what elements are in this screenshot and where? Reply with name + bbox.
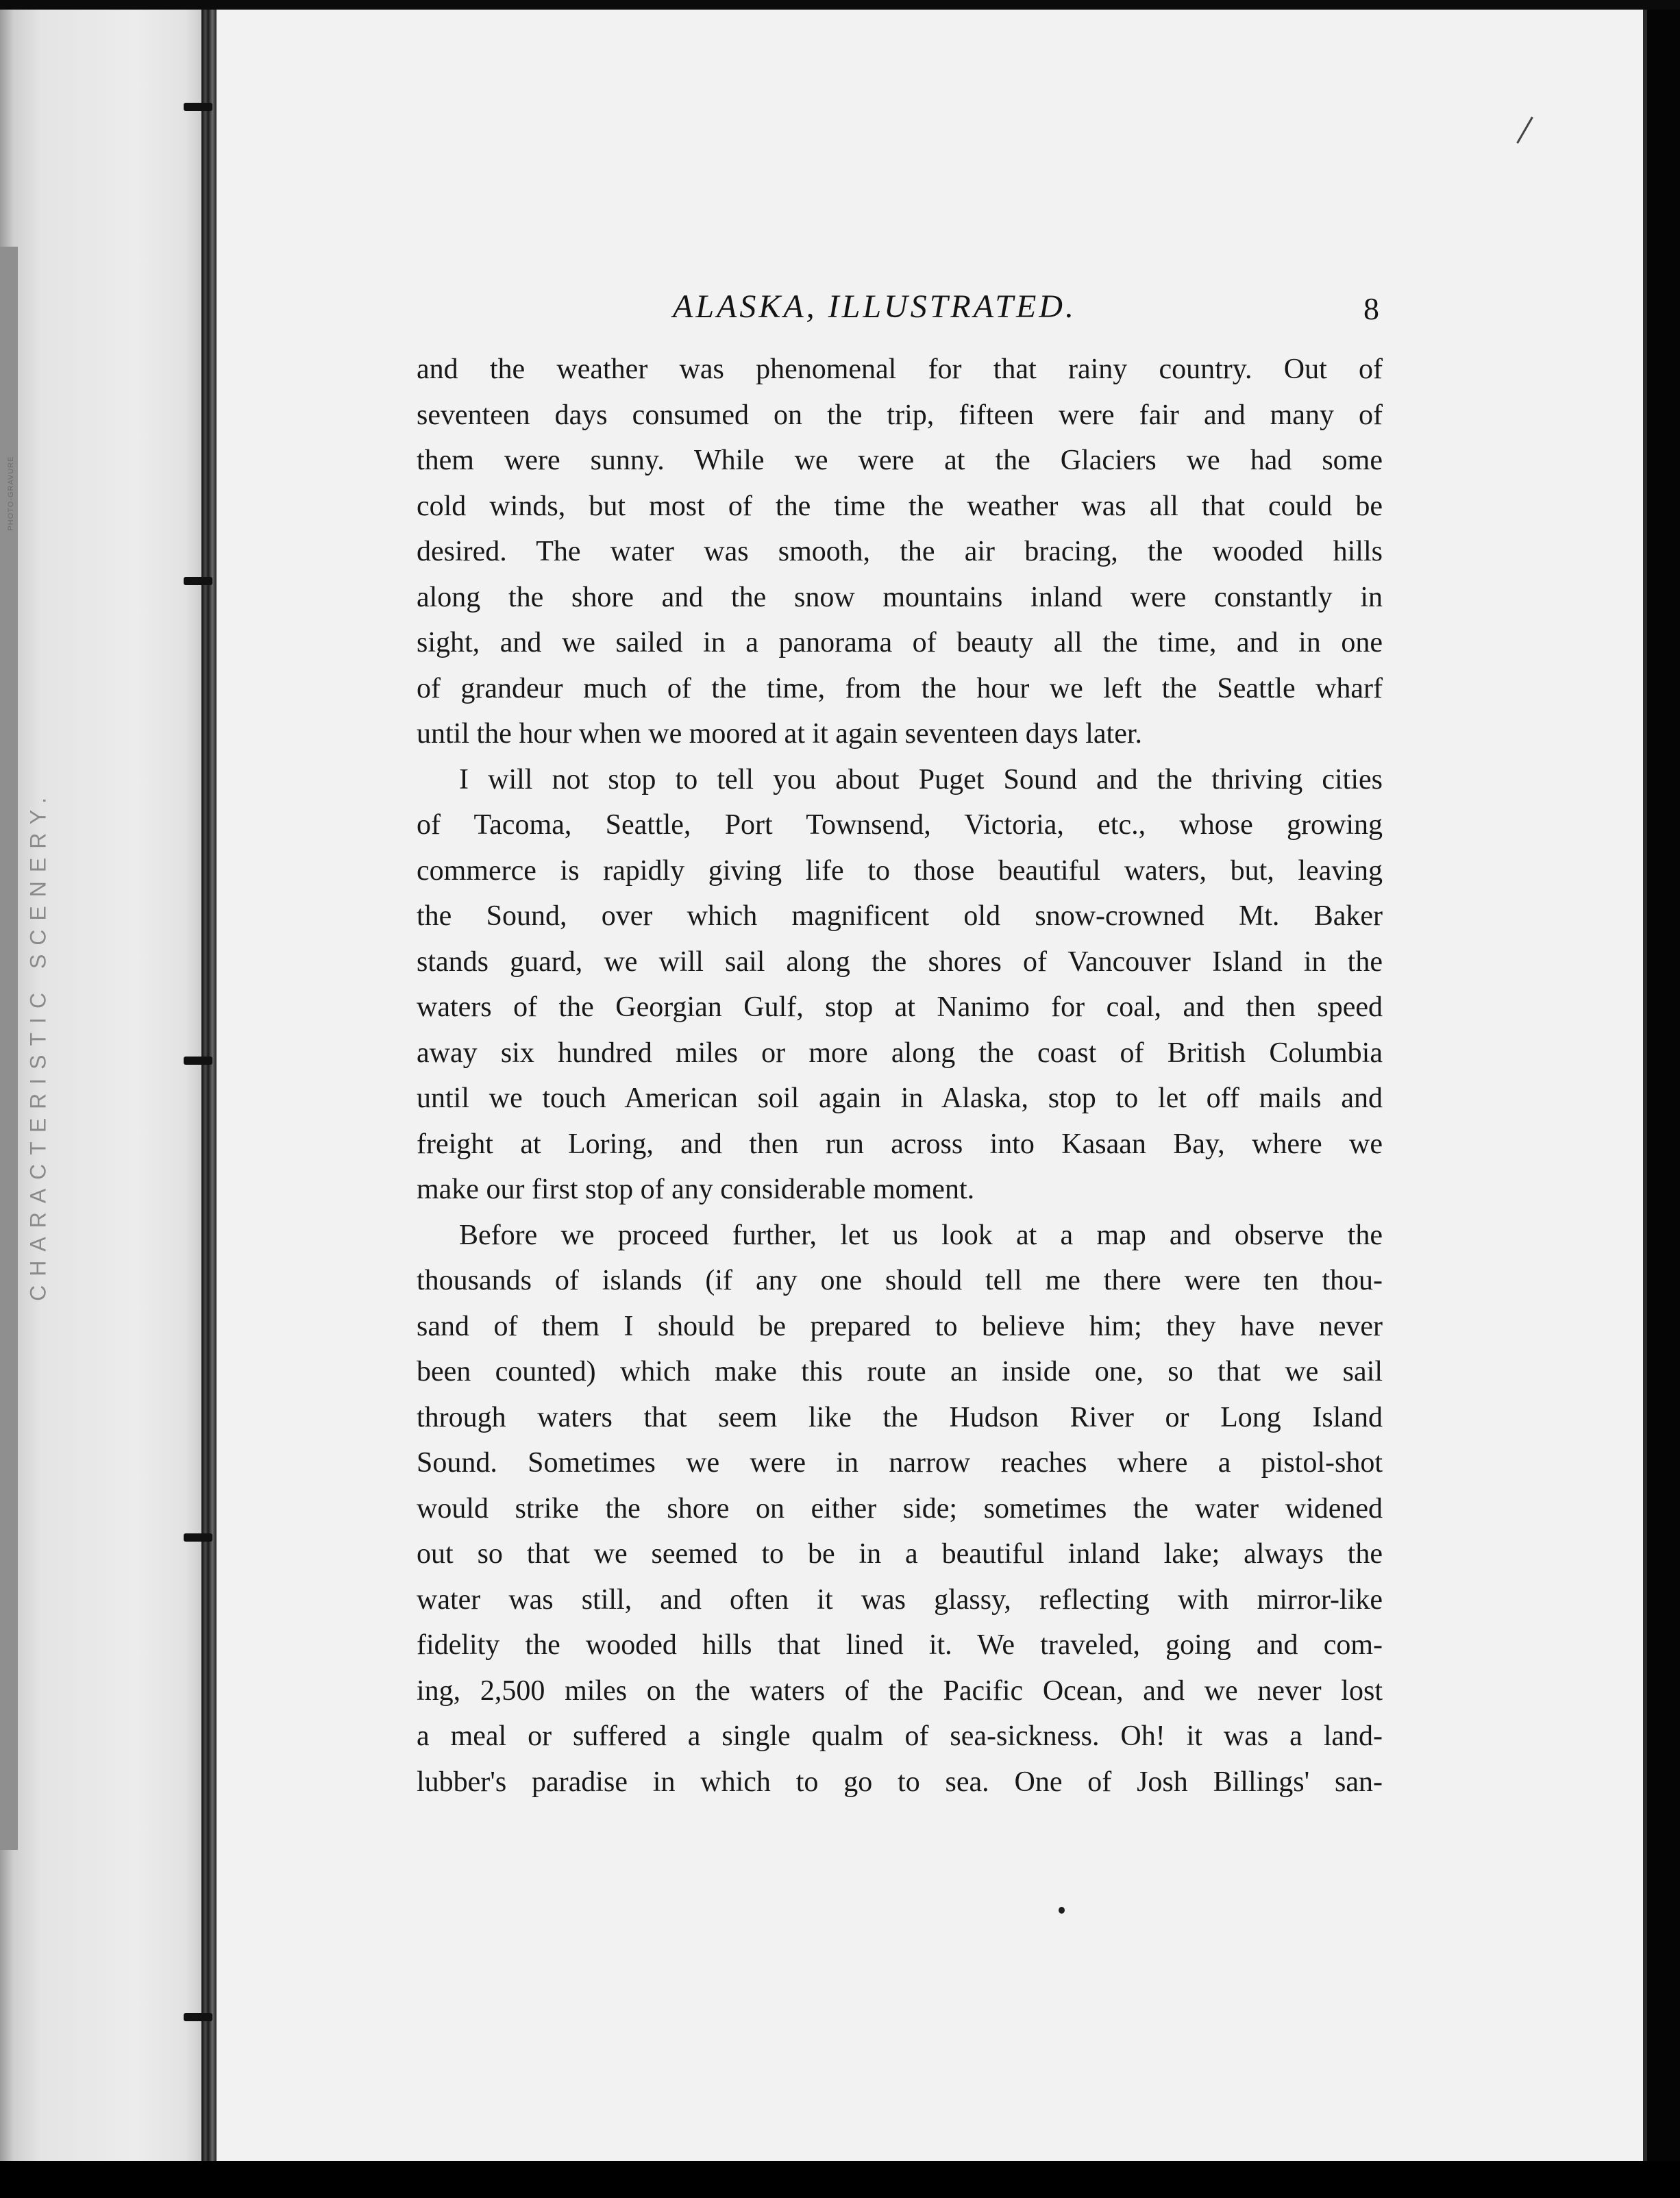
scan-top-border [0, 0, 1680, 10]
text-line: desired. The water was smooth, the air bracing, the wooded hills [417, 536, 1383, 567]
binding-mark [184, 1533, 212, 1542]
page-body [417, 347, 1383, 1805]
text-line: commerce is rapidly giving life to those beautiful waters, but, leaving [417, 854, 1383, 887]
text-line: make our first stop of any considerable moment. [417, 1174, 975, 1205]
text-line: until we touch American soil again in Alaska, stop to let off mails and [417, 1083, 1383, 1114]
text-line: thousands of islands (if any one should tell me there were ten thou- [417, 1265, 1383, 1296]
page-number: 8 [1363, 291, 1379, 326]
text-line: cold winds, but most of the time the weather was all that could be [417, 490, 1383, 522]
text-line: Sound. Sometimes we were in narrow reaches where a pistol-shot [417, 1447, 1383, 1479]
text-line: freight at Loring, and then run across into Kasaan Bay, where we [417, 1128, 1383, 1160]
text-line: lubber's paradise in which to go to sea. One of Josh Billings' san- [417, 1766, 1383, 1798]
text-line: waters of the Georgian Gulf, stop at Nanimo for coal, and then speed [417, 991, 1383, 1023]
binding-mark [184, 103, 212, 111]
binding-mark [184, 1057, 212, 1065]
plate-caption: CHARACTERISTIC SCENERY. [25, 789, 51, 1301]
text-line: stands guard, we will sail along the shores of Vancouver Island in the [417, 946, 1383, 978]
text-line: water was still, and often it was glassy, reflecting with mirror-like [417, 1583, 1383, 1616]
text-line: fidelity the wooded hills that lined it. We traveled, going and com- [417, 1629, 1383, 1661]
text-line: until the hour when we moored at it again seventeen days later. [417, 718, 1143, 750]
text-line: sight, and we sailed in a panorama of beauty all the time, and in one [417, 627, 1383, 658]
ink-speck [1059, 1907, 1065, 1914]
text-line: would strike the shore on either side; sometimes the water widened [417, 1492, 1383, 1524]
text-line: them were sunny. While we were at the Glaciers we had some [417, 445, 1383, 476]
running-head: ALASKA, ILLUSTRATED. [673, 288, 1076, 325]
text-line: along the shore and the snow mountains inland were constantly in [417, 581, 1383, 613]
text-line: out so that we seemed to be in a beautiful inland lake; always the [417, 1538, 1383, 1570]
text-line: I will not stop to tell you about Puget Sound and the thriving cities [459, 763, 1383, 795]
text-line: a meal or suffered a single qualm of sea-sickness. Oh! it was a land- [417, 1720, 1383, 1752]
text-line: of grandeur much of the time, from the hour we left the Seattle wharf [417, 672, 1383, 704]
binding-mark [184, 2013, 212, 2021]
text-line: ing, 2,500 miles on the waters of the Pacific Ocean, and we never lost [417, 1675, 1383, 1707]
text-line: been counted) which make this route an inside one, so that we sail [417, 1356, 1383, 1387]
text-line: away six hundred miles or more along the coast of British Columbia [417, 1037, 1383, 1069]
text-line: Before we proceed further, let us look at a map and observe the [459, 1219, 1383, 1251]
scan-right-border [1647, 10, 1680, 2161]
text-line: sand of them I should be prepared to believe him; they have never [417, 1310, 1383, 1342]
scan-bottom-border [0, 2161, 1680, 2198]
text-line: of Tacoma, Seattle, Port Townsend, Victoria, etc., whose growing [417, 809, 1383, 841]
plate-credit: PHOTO-GRAVURE [7, 456, 15, 531]
book-spine [201, 10, 217, 2161]
text-line: through waters that seem like the Hudson River or Long Island [417, 1401, 1383, 1433]
binding-mark [184, 577, 212, 585]
text-line: and the weather was phenomenal for that rainy country. Out of [417, 354, 1383, 385]
text-line: seventeen days consumed on the trip, fifteen were fair and many of [417, 399, 1383, 431]
text-line: the Sound, over which magnificent old snow-crowned Mt. Baker [417, 900, 1383, 932]
